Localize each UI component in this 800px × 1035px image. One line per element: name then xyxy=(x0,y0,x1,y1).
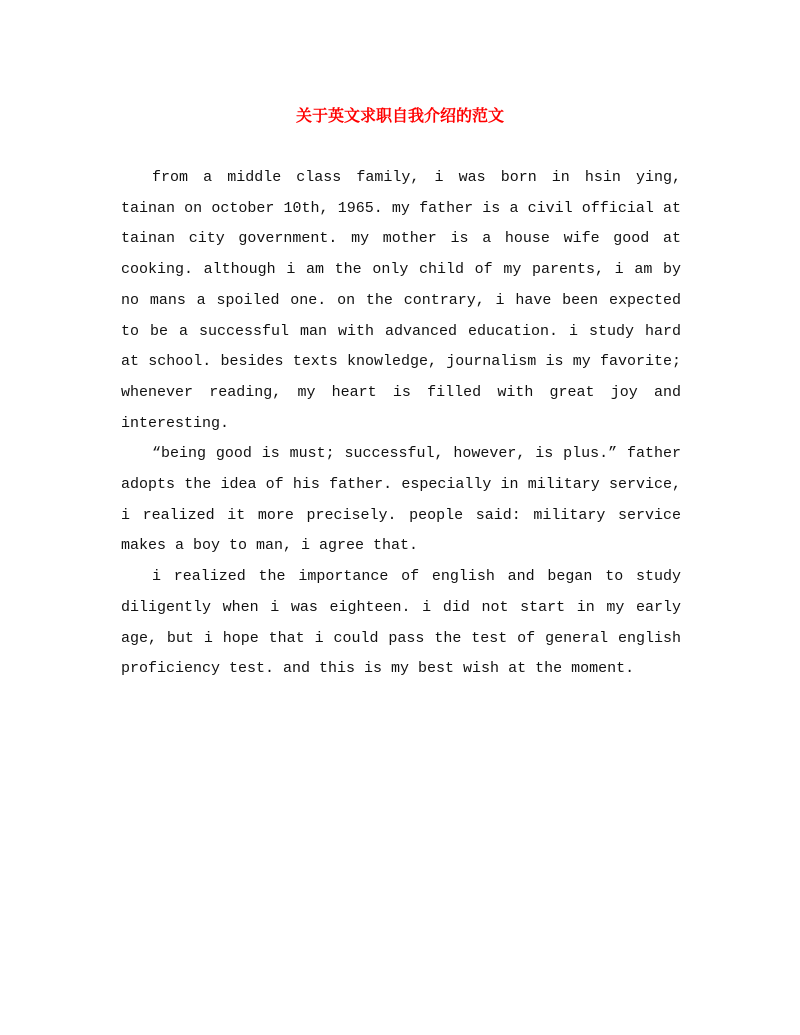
document-title: 关于英文求职自我介绍的范文 xyxy=(295,106,504,125)
paragraph-family-background: from a middle class family, i was born in hsin ying, tainan on october 10th, 1965. my father is a civil official at tainan city government. my mother is a house wife good at cooking. although i am the only child of my parents, i am by no mans a spoiled one. on the contrary, i have been expected to be a successful man with advanced education. i study hard at school. besides texts knowledge, journalism is my favorite; whenever reading, my heart is filled with great joy and interesting. xyxy=(121,169,681,432)
document-body xyxy=(121,163,681,685)
paragraph-father-quote: “being good is must; successful, however, is plus.” father adopts the idea of his father. especially in military service, i realized it more precisely. people said: military service makes a boy to man, i agree that. xyxy=(121,445,681,555)
paragraph-english-study: i realized the importance of english and began to study diligently when i was eighteen. i did not start in my early age, but i hope that i could pass the test of general english proficiency test. and this is my best wish at the moment. xyxy=(121,568,681,678)
